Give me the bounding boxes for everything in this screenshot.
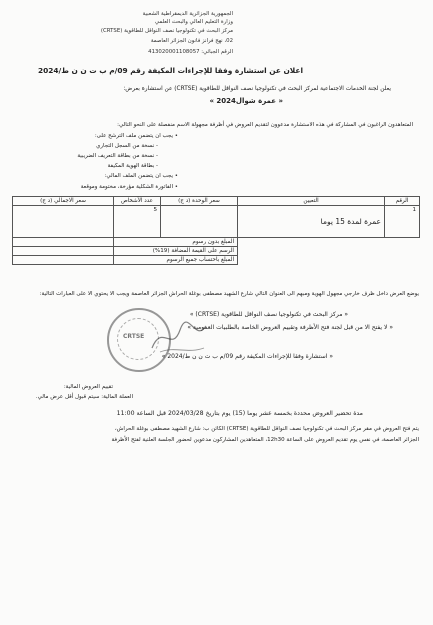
list-item: • يجب ان يتضمن ملف الترشح على:: [94, 133, 178, 139]
summary-label: المبلغ باحتساب جميع الرسوم: [114, 256, 238, 265]
price-table: [12, 196, 420, 265]
header-line-1: الجمهورية الجزائرية الديمقراطية الشعبية: [142, 11, 233, 17]
summary-value: [13, 238, 114, 247]
list-item: - نسخة من بطاقة التعريف الضريبية: [77, 153, 158, 159]
deadline-text: مدة تحضير العروض محددة بخمسة عشر يوما (15) يوم بتاريخ 2024/03/28 قبل الساعة 11:00: [116, 410, 363, 417]
envelope-instructions: يوضع العرض داخل ظرف خارجي مجهول الهوية ومبهم الى العنوان التالي شارع الشهيد مصطفى بوغلة الحراش الجزائر العاصمة ويجب الا يحتوي الا على العبارات التالية:: [39, 291, 419, 297]
column-header: سعر الاجمالي (د ج): [13, 197, 114, 206]
summary-row: [13, 247, 420, 256]
summary-row: [13, 256, 420, 265]
intro-text: يعلن لجنة الخدمات الاجتماعية لمركز البحث في تكنولوجيا نصف النواقل للطاقوية (CRTSE) عن استشارة بعرض:: [123, 86, 391, 92]
quote-line-1: « مركز البحث في تكنولوجيا نصف النواقل للطاقوية (CRTSE) »: [189, 311, 348, 318]
list-item: - نسخة من السجل التجاري: [96, 143, 158, 149]
list-item: • يجب ان يتضمن الملف المالي:: [104, 173, 178, 179]
invitation-text: المتعاهدون الراغبون في المشاركة في هذه الاستشارة مدعوون لتقديم العروض في أظرفة مجهولة الاسم منفصلة على النحو التالي:: [117, 122, 413, 128]
column-header: عدد الأشخاص: [114, 197, 161, 206]
summary-row: [13, 238, 420, 247]
evaluation-line: العملة المالية: سيتم قبول أقل عرض مالي.: [35, 394, 133, 400]
column-header: سعر الوحدة (د ج): [161, 197, 238, 206]
summary-value: [13, 247, 114, 256]
row-total: [13, 206, 114, 238]
column-header: التعيين: [238, 197, 385, 206]
summary-label: المبلغ بدون رسوم: [114, 238, 238, 247]
quote-line-3: « استشارة وفقا للإجراءات المكيفة رقم 09/م ب ت ن ن ط/2024 »: [161, 353, 333, 360]
stamp-text: CRTSE: [123, 333, 145, 340]
summary-label: الرسم على القيمة المضافة (19%): [114, 247, 238, 256]
table-header-row: [13, 197, 420, 206]
summary-value: [13, 256, 114, 265]
announcement-title: اعلان عن استشارة وفقا للإجراءات المكيفة رقم 09/م ب ت ن ن ط/2024: [37, 66, 303, 75]
quote-line-2: « لا يفتح الا من قبل لجنة فتح الأظرفة وتقييم العروض الخاصة بالطلبيات العمومية »: [187, 324, 393, 331]
column-header: الرقم: [385, 197, 420, 206]
table-row: [13, 206, 420, 238]
row-count: 5: [114, 206, 161, 238]
opening-line-1: يتم فتح العروض في مقر مركز البحث في تكنولوجيا نصف النواقل للطاقوية (CRTSE) الكائن ب: شارع الشهيد مصطفى بوغلة الحراش،: [114, 426, 419, 432]
row-designation: عمرة لمدة 15 يوما: [238, 206, 385, 238]
opening-line-2: الجزائر العاصمة، في نفس يوم تقديم العروض على الساعة 12h30، المتعاهدين المشاركون مدعوين لحضور الجلسة العلنية لفتح الأظرفة: [111, 437, 419, 443]
evaluation-title: تقييم العروض المالية:: [63, 384, 113, 390]
header-line-2: وزارة التعليم العالي والبحث العلمي: [154, 19, 233, 25]
list-item: - بطاقة الهوية المكيفة: [107, 163, 158, 169]
signature-mark: [150, 318, 210, 358]
row-unit-price: [161, 206, 238, 238]
header-line-3: مركز البحث في تكنولوجيا نصف النواقل للطاقوية (CRTSE): [100, 28, 233, 34]
subject-title: « عمرة شوال2024 »: [209, 97, 283, 105]
row-number: 1: [385, 206, 420, 238]
header-line-5: الرقم الجبائي: 413020001108057: [148, 49, 233, 55]
header-line-4: 02، نهج فرانز فانون الجزائر العاصمة: [150, 38, 233, 44]
list-item: • الفاتورة الشكلية مؤرخة، مختومة وموقعة: [80, 184, 178, 190]
